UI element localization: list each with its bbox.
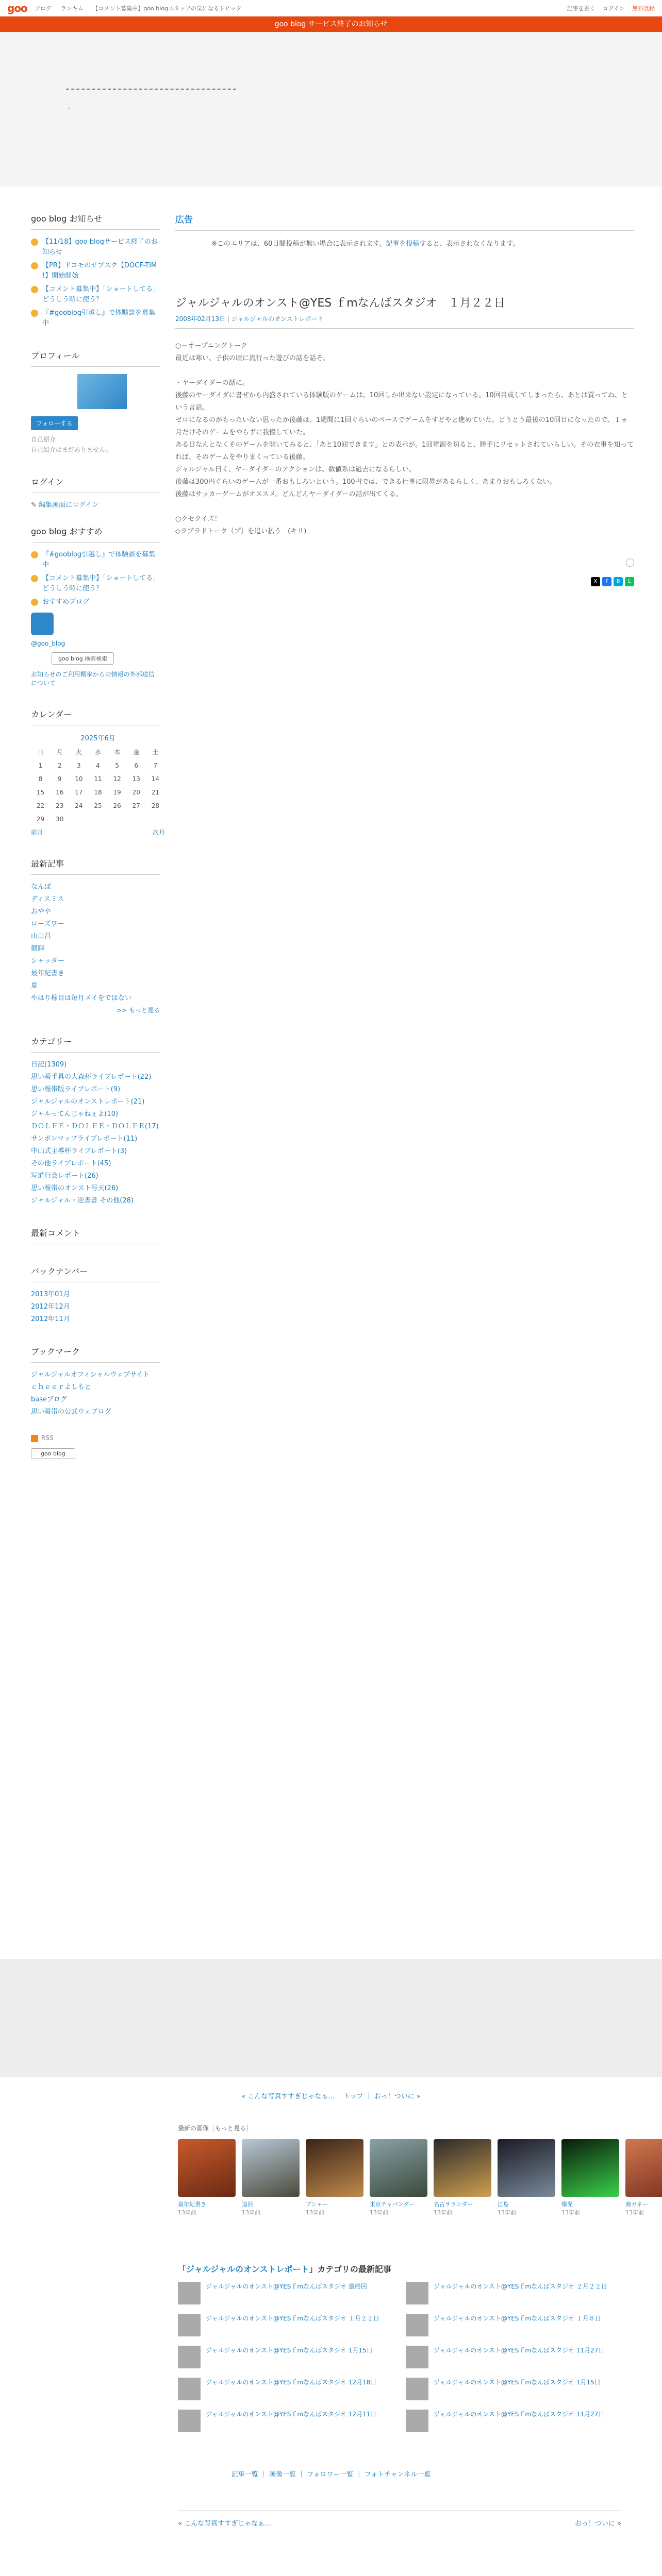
calendar-day: 10 — [75, 775, 83, 783]
next-post-link[interactable]: ｜ おっ！ついに » — [363, 2093, 421, 2100]
weekday: 木 — [114, 749, 121, 756]
login-title: ログイン — [31, 476, 160, 493]
calendar-day: 9 — [57, 775, 62, 783]
recommend-link[interactable]: 【コメント募集中】「ショートしてる」どうしう時に使う？ — [42, 574, 160, 592]
calendar-day: 27 — [132, 802, 140, 809]
entry-title: ジャルジャルのオンスト@YES ｆmなんばスタジオ １月２２日 — [175, 297, 505, 310]
external-info-link[interactable]: お知らせのご利用概率からの情報の外部送信について — [31, 671, 155, 687]
calendar-day — [69, 812, 88, 826]
category-latest-item[interactable] — [178, 2346, 393, 2368]
recent-post-link[interactable]: なんば — [31, 883, 52, 891]
recent-post-link[interactable]: シャッター — [31, 957, 64, 965]
entry-meta — [175, 314, 634, 329]
info-icon — [31, 286, 38, 293]
goo-blog-account-link[interactable]: @goo_blog — [31, 640, 65, 647]
thumbnail-date: 13年前 — [561, 2209, 580, 2216]
category-link[interactable]: ジャルジャルのオンストレポート(21) — [31, 1098, 145, 1106]
nav-blog[interactable]: ブログ — [34, 5, 52, 12]
entry-date[interactable]: 2008年02月13日 — [175, 315, 226, 323]
bookmark-link[interactable]: ジャルジャルオフィシャルウェブサイト — [31, 1371, 150, 1379]
category-latest-item[interactable] — [178, 2410, 393, 2432]
calendar-day: 12 — [113, 775, 121, 783]
notice-link[interactable]: 【11/18】goo blogサービス終了のお知らせ — [42, 238, 158, 256]
backnumber-title: バックナンバー — [31, 1265, 160, 1282]
goo-search-button[interactable]: goo blog 検索検索 — [52, 652, 114, 665]
follow-button[interactable]: フォローする — [31, 416, 78, 430]
global-top-bar — [0, 0, 662, 16]
entry-tools — [175, 558, 634, 577]
recent-image-item[interactable] — [434, 2139, 491, 2216]
ad-title: 広告 — [175, 212, 634, 231]
goo-blog-icon[interactable] — [31, 613, 54, 635]
rss-icon[interactable] — [31, 1435, 38, 1442]
login-link[interactable]: ログイン — [602, 5, 625, 12]
category-latest-item-link[interactable]: ジャルジャルのオンスト@YESｆmなんばスタジオ 1月15日 — [434, 2379, 601, 2386]
thumbnail-caption[interactable]: ブシャー — [306, 2201, 328, 2208]
category-latest-link[interactable]: ジャルジャルのオンストレポート — [186, 2264, 309, 2274]
entry-body: ○－オープニングトーク 最近は寒い、子供の頃に流行った遊びの話を話そ。 ・ヤーダイダーの話に。 後藤のヤーダイダに書ぜから内盛されている体験版のゲームは、10回しか出来ない設定になっている。10回目成してしまったら、あとは買ってね、という言話。 ゼロになるのがもったいない思ったか後藤は、1週間に1回ぐらいのペースでゲームをすどやと進めていた。どうとう最後の10回目になったので、１ヵ月だけそのゲームをやらずに我慢していた。 ある日なんとなくそのゲームを開いてみると、「あと10回できます」との表示が。1回電源を切ると、勝手にリセットされていらしい。その衣事を知ってれば、そのゲームをやりまくっている後藤。 ジャルジャル曰く、ヤーダイダーのアクションは、数値系は過去になるらしい。 後藤は300円ぐらいのゲームが一番おもしろいという。100円では、できる仕事に限界があるらしく、あまりおもしろくない。 後藤はサッカーゲームがオススメ。どんどんヤーダイダーの話が出てくる。 ○クセクイズ！ ◇ラブラドトーク（プ）を追い払う (キリ) — [175, 342, 634, 535]
recent-post-link[interactable]: 山口昌 — [31, 933, 52, 940]
x-share-icon[interactable]: X — [591, 577, 600, 586]
category-latest-item-link[interactable]: ジャルジャルのオンスト@YESｆmなんばスタジオ １月２２日 — [206, 2315, 379, 2322]
recent-post-link[interactable]: やはり稼目は毎月メイをではない — [31, 994, 131, 1002]
category-latest-item-link[interactable]: ジャルジャルのオンスト@YESｆmなんばスタジオ 12月18日 — [206, 2379, 377, 2386]
sidebar — [31, 212, 165, 1480]
category-latest-item[interactable] — [406, 2282, 621, 2304]
category-latest-item[interactable] — [406, 2410, 621, 2432]
thumbnail-date: 13年前 — [434, 2209, 452, 2216]
calendar-day: 22 — [36, 802, 45, 809]
category-latest-item[interactable] — [178, 2378, 393, 2400]
bookmark-title: ブックマーク — [31, 1345, 160, 1363]
thumbnail-caption[interactable]: 江島 — [498, 2201, 509, 2208]
calendar-day: 28 — [151, 802, 160, 809]
next-post-link-bottom[interactable]: おっ！ついに » — [574, 2520, 621, 2528]
calendar-day: 26 — [113, 802, 121, 809]
category-latest-item-link[interactable]: ジャルジャルのオンスト@YESｆmなんばスタジオ 12月11日 — [206, 2411, 377, 2418]
ad-note-text: ※このエリアは、60日間投稿が無い場合に表示されます。 — [211, 240, 386, 248]
calendar-day: 7 — [153, 762, 158, 769]
recent-post-link[interactable]: おやや — [31, 908, 52, 916]
bookmark-link[interactable]: baseブログ — [31, 1396, 67, 1403]
rss-label: RSS — [41, 1434, 54, 1442]
recent-post-link[interactable]: ディスミス — [31, 895, 64, 903]
notice-item[interactable] — [31, 237, 160, 258]
title-suffix: 」カテゴリの最新記事 — [309, 2264, 391, 2274]
category-link[interactable]: ジャルジャル・逆書書 その他(28) — [31, 1197, 134, 1205]
service-end-notice[interactable]: goo blog サービス終了のお知らせ — [0, 16, 662, 32]
notice-link[interactable]: 『#gooblog引越し』で体験談を募集中 — [42, 309, 156, 327]
bottom-links[interactable]: 記事一覧 ｜ 画像一覧 ｜ フォロワー一覧 ｜ フォトチャンネル一覧 — [231, 2471, 431, 2479]
thumbnail-caption[interactable]: 名古サランダー — [434, 2201, 473, 2208]
gray-band — [0, 1959, 662, 2077]
calendar-day: 29 — [36, 816, 45, 823]
weekday: 金 — [133, 749, 140, 756]
comments-title: 最新コメント — [31, 1227, 160, 1244]
calendar-day: 14 — [151, 775, 160, 783]
facebook-share-icon[interactable]: f — [602, 577, 611, 586]
post-thumbnail[interactable] — [178, 2346, 201, 2368]
post-thumbnail[interactable] — [406, 2314, 428, 2336]
category-link[interactable]: ジャルってんじゃねぇよ(10) — [31, 1110, 119, 1118]
calendar-day — [146, 812, 165, 826]
recommend-title: goo blog おすすめ — [31, 525, 160, 543]
profile-image — [77, 374, 127, 409]
thumbnail-image[interactable] — [178, 2139, 236, 2197]
thumbnail-image[interactable] — [498, 2139, 555, 2197]
notice-link[interactable]: 【コメント募集中】「ショートしてる」どうしう時に使う？ — [42, 285, 160, 303]
comments-box — [31, 1227, 160, 1244]
calendar-next-link[interactable]: 次月 — [152, 829, 165, 836]
prev-post-link[interactable]: « こんな写真すすぎじゃなぁ... — [241, 2093, 337, 2100]
post-thumbnail[interactable] — [406, 2410, 428, 2432]
category-latest-item[interactable] — [406, 2314, 621, 2336]
thumbnail-caption[interactable]: 追浜 — [242, 2201, 253, 2208]
post-thumbnail[interactable] — [178, 2410, 201, 2432]
notice-item[interactable] — [31, 308, 160, 329]
post-article-link[interactable]: 記事を投稿 — [386, 240, 420, 248]
calendar-day: 18 — [94, 789, 102, 796]
category-link[interactable]: 日記(1309) — [31, 1061, 67, 1069]
recommend-box — [31, 525, 160, 687]
thumbnail-caption[interactable]: 東京チャバンダー — [370, 2201, 415, 2208]
category-latest-item[interactable] — [406, 2346, 621, 2368]
share-buttons — [175, 577, 634, 586]
top-link[interactable]: トップ — [343, 2093, 363, 2100]
category-link[interactable]: 思い報手具の大森杯ライブレポート(22) — [31, 1073, 152, 1081]
profile-box — [31, 349, 160, 455]
category-link[interactable]: 写道行会レポート(26) — [31, 1172, 98, 1180]
category-latest-item-link[interactable]: ジャルジャルのオンスト@YESｆmなんばスタジオ 1月15日 — [206, 2347, 373, 2354]
content-wrap — [0, 187, 662, 1959]
ad-note — [175, 238, 634, 248]
calendar-day: 8 — [38, 775, 43, 783]
notice-box — [31, 212, 160, 329]
category-latest-item[interactable] — [178, 2282, 393, 2304]
calendar-day: 24 — [75, 802, 83, 809]
pager-top — [0, 2091, 662, 2100]
recent-post-link[interactable]: 最年紀書き — [31, 970, 65, 977]
blog-header — [0, 32, 662, 187]
pager-bottom — [178, 2510, 621, 2528]
category-latest-box — [178, 2263, 621, 2432]
meta-separator: | — [225, 315, 231, 323]
calendar-box — [31, 708, 165, 837]
recent-images — [178, 2139, 662, 2216]
recent-image-item[interactable] — [370, 2139, 427, 2216]
pager-separator: ｜ — [336, 2093, 343, 2100]
category-latest-item[interactable] — [406, 2378, 621, 2400]
category-link[interactable]: サンボンマップライブレポート(11) — [31, 1135, 138, 1143]
calendar-day: 21 — [151, 789, 160, 796]
calendar-day: 23 — [56, 802, 64, 809]
recent-image-item[interactable] — [625, 2139, 662, 2216]
category-latest-item-link[interactable]: ジャルジャルのオンスト@YESｆmなんばスタジオ 11月27日 — [434, 2411, 605, 2418]
calendar-day: 3 — [77, 762, 81, 769]
thumbnail-image[interactable] — [561, 2139, 619, 2197]
calendar-day: 2 — [57, 762, 62, 769]
category-link[interactable]: ＤＯＬＦＥ・ＤＯＬＦＥ・ＤＯＬＦＥ(17) — [31, 1123, 159, 1130]
category-box — [31, 1035, 160, 1206]
thumbnail-image[interactable] — [434, 2139, 491, 2197]
calendar-day: 25 — [94, 802, 102, 809]
post-thumbnail[interactable] — [178, 2282, 201, 2304]
notice-link[interactable]: 【PR】ドコモのサブスク【DOCF-TIM !】開始開始 — [42, 262, 157, 280]
recent-image-item[interactable] — [306, 2139, 363, 2216]
goo-blog-button[interactable]: goo blog — [31, 1448, 75, 1459]
calendar-title: カレンダー — [31, 708, 160, 725]
line-share-icon[interactable]: L — [625, 577, 634, 586]
category-latest-item-link[interactable]: ジャルジャルのオンスト@YESｆmなんばスタジオ ２月２２日 — [434, 2283, 607, 2290]
profile-intro: 自己紹介はまだありません。 — [31, 446, 112, 453]
hatena-share-icon[interactable]: B — [614, 577, 623, 586]
notice-item[interactable] — [31, 261, 160, 281]
category-latest-item-link[interactable]: ジャルジャルのオンスト@YESｆmなんばスタジオ 最終回 — [206, 2283, 367, 2290]
ad-note-text: すると、表示されなくなります。 — [419, 240, 520, 248]
category-link[interactable]: 思い報帯版ライブレポート(9) — [31, 1086, 121, 1093]
thumbnail-image[interactable] — [370, 2139, 427, 2197]
profile-title: プロフィール — [31, 349, 160, 367]
category-link[interactable]: その他ライブレポート(45) — [31, 1160, 111, 1167]
recent-images-title[interactable]: 最新の画像［もっと見る］ — [178, 2125, 253, 2132]
calendar-day: 11 — [94, 775, 102, 783]
calendar-day: 16 — [56, 789, 64, 796]
thumbnail-date: 13年前 — [306, 2209, 324, 2216]
backnumber-box — [31, 1265, 160, 1325]
calendar-day — [108, 812, 127, 826]
blog-subtitle: ・ — [66, 105, 72, 112]
category-link[interactable]: 思い報帯のオンスト号天(26) — [31, 1184, 119, 1192]
info-icon — [31, 239, 38, 246]
recent-post-link[interactable]: ローズワー — [31, 920, 64, 928]
recommend-link[interactable]: 『#gooblog引越し』で体験談を募集中 — [42, 551, 156, 569]
calendar-day: 4 — [96, 762, 100, 769]
post-thumbnail[interactable] — [406, 2282, 428, 2304]
write-post-link[interactable]: 記事を書く — [567, 5, 595, 12]
recommend-link[interactable]: おすすめブログ — [42, 598, 90, 606]
calendar-prev-link[interactable]: 前月 — [31, 829, 44, 836]
nav-topic[interactable]: 【コメント募集中】goo blogスタッフの気になるトピック — [92, 5, 242, 12]
category-latest-item-link[interactable]: ジャルジャルのオンスト@YESｆmなんばスタジオ 11月27日 — [434, 2347, 605, 2354]
weekday: 火 — [75, 749, 82, 756]
weekday: 日 — [37, 749, 44, 756]
thumbnail-date: 13年前 — [242, 2209, 260, 2216]
category-link[interactable]: 中山式主導杯ライブレポート(3) — [31, 1147, 127, 1155]
prev-post-link-bottom[interactable]: « こんな写真すすぎじゃなぁ... — [178, 2520, 271, 2528]
calendar-month: 2025年6月 — [80, 735, 115, 742]
thumbnail-date: 13年前 — [178, 2209, 196, 2216]
thumbnail-image[interactable] — [625, 2139, 662, 2197]
backnumber-link[interactable]: 2012年11月 — [31, 1315, 70, 1323]
goo-logo[interactable]: goo — [7, 2, 27, 14]
thumbnail-caption[interactable]: 最年紀書き — [178, 2201, 206, 2208]
recent-posts-box — [31, 857, 160, 1014]
category-title: カテゴリー — [31, 1035, 160, 1053]
register-link[interactable]: 無料登録 — [632, 5, 655, 12]
calendar-day: 13 — [132, 775, 140, 783]
bookmark-link[interactable]: 思い報帯の公式ウェブログ — [31, 1408, 111, 1416]
blog-title-placeholder[interactable] — [66, 89, 236, 90]
calendar-day: 15 — [36, 789, 45, 796]
recent-image-item[interactable] — [561, 2139, 619, 2216]
profile-intro-label: 自己紹介 — [31, 436, 56, 443]
title-bracket: 「 — [178, 2264, 187, 2274]
backnumber-link[interactable]: 2013年01月 — [31, 1291, 70, 1298]
thumbnail-caption[interactable]: 廊ガネー — [625, 2201, 648, 2208]
login-edit-link[interactable]: 編集画面にログイン — [39, 501, 99, 509]
nav-ranking[interactable]: ランキム — [60, 5, 84, 12]
calendar-table — [31, 733, 165, 826]
backnumber-link[interactable]: 2012年12月 — [31, 1303, 70, 1311]
recent-image-item[interactable] — [242, 2139, 300, 2216]
calendar-day: 30 — [56, 816, 64, 823]
thumbnail-date: 13年前 — [370, 2209, 388, 2216]
notice-title: goo blog お知らせ — [31, 212, 160, 230]
calendar-day — [127, 812, 146, 826]
category-latest-item-link[interactable]: ジャルジャルのオンスト@YESｆmなんばスタジオ １月８日 — [434, 2315, 601, 2322]
calendar-day: 6 — [134, 762, 139, 769]
calendar-day — [88, 812, 107, 826]
info-icon — [31, 310, 38, 317]
global-nav — [35, 4, 249, 12]
recent-posts-title: 最新記事 — [31, 857, 160, 875]
calendar-day: 17 — [75, 789, 83, 796]
entry-category-link[interactable]: ジャルジャルのオンストレポート — [231, 315, 324, 323]
main-content — [175, 212, 634, 586]
post-thumbnail[interactable] — [406, 2378, 428, 2400]
calendar-day: 19 — [113, 789, 121, 796]
pencil-icon: ✎ — [31, 501, 39, 509]
category-latest-item[interactable] — [178, 2314, 393, 2336]
footer — [0, 2077, 662, 2576]
weekday: 土 — [152, 749, 159, 756]
login-box — [31, 476, 160, 511]
user-links — [567, 4, 655, 12]
weekday: 水 — [94, 749, 101, 756]
thumbnail-date: 13年前 — [625, 2209, 644, 2216]
post-thumbnail[interactable] — [406, 2346, 428, 2368]
recent-post-link[interactable]: 夏 — [31, 982, 38, 990]
post-thumbnail[interactable] — [178, 2314, 201, 2336]
recent-image-item[interactable] — [178, 2139, 236, 2216]
recent-more-link[interactable]: >> もっと見る — [117, 1007, 160, 1014]
bookmark-link[interactable]: ｃｈｅｅｒよしもと — [31, 1383, 92, 1391]
recent-image-item[interactable] — [498, 2139, 555, 2216]
bookmark-box — [31, 1345, 160, 1459]
post-thumbnail[interactable] — [178, 2378, 201, 2400]
calendar-day: 5 — [115, 762, 119, 769]
thumbnail-image[interactable] — [306, 2139, 363, 2197]
category-latest-list — [178, 2282, 621, 2432]
notice-item[interactable] — [31, 284, 160, 305]
edit-icon[interactable] — [626, 558, 634, 567]
calendar-day: 20 — [132, 789, 140, 796]
info-icon — [31, 551, 38, 558]
category-latest-title — [178, 2263, 621, 2275]
recent-post-link[interactable]: 競輝 — [31, 945, 45, 953]
info-icon — [31, 599, 38, 606]
weekday: 月 — [56, 749, 63, 756]
thumbnail-caption[interactable]: 爆発 — [561, 2201, 573, 2208]
thumbnail-date: 13年前 — [498, 2209, 516, 2216]
thumbnail-image[interactable] — [242, 2139, 300, 2197]
info-icon — [31, 575, 38, 582]
calendar-day: 1 — [38, 762, 43, 769]
info-icon — [31, 262, 38, 269]
